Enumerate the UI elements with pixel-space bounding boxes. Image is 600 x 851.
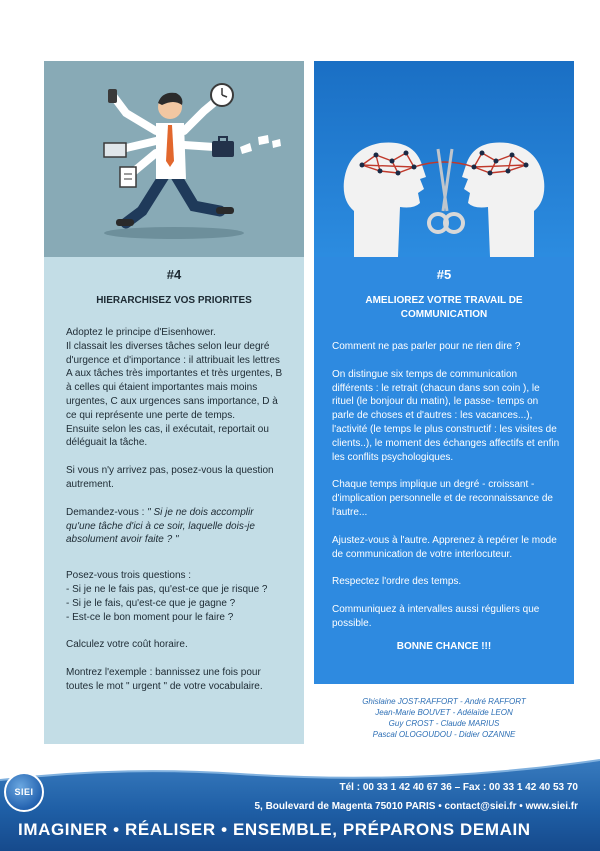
section-text xyxy=(314,340,574,631)
section-number: #5 xyxy=(436,267,452,282)
busy-businessman-icon xyxy=(44,61,304,257)
section-title: HIERARCHISEZ VOS PRIORITES xyxy=(96,295,252,306)
section-title: AMELIOREZ VOTRE TRAVAIL DE COMMUNICATION xyxy=(365,295,523,320)
paragraph: Respectez l'ordre des temps. xyxy=(332,576,462,588)
footer-phone-fax: Tél : 00 33 1 42 40 67 36 – Fax : 00 33 1 42 40 53 70 xyxy=(339,782,578,793)
communication-illustration xyxy=(314,61,574,257)
paragraph: Calculez votre coût horaire. xyxy=(66,639,188,651)
quote-text: " Si je ne dois accomplir qu'une tâche d'ici à ce soir, laquelle dois-je absolument avoir faite ? " xyxy=(66,506,255,546)
paragraph: Montrez l'exemple : bannissez une fois pour toutes le mot " urgent " de votre vocabulaire. xyxy=(66,667,263,692)
quote-paragraph xyxy=(66,506,286,547)
authors-list xyxy=(314,696,574,740)
quote-intro: Demandez-vous : xyxy=(66,506,148,518)
paragraph: Si vous n'y arrivez pas, posez-vous la question autrement. xyxy=(66,465,274,490)
paragraph: Ajustez-vous à l'autre. Apprenez à repérer le mode de communication de votre interlocuteur. xyxy=(332,534,557,560)
author-line: Ghislaine JOST-RAFFORT - André RAFFORT xyxy=(362,697,526,706)
footer-slogan: IMAGINER • RÉALISER • ENSEMBLE, PRÉPARONS DEMAIN xyxy=(18,820,531,839)
heads-scissors-icon xyxy=(314,61,574,257)
paragraph: On distingue six temps de communication différents : le retrait (chacun dans son coin ), le rituel (le bonjour du matin), le passe- temps on parle de choses et d'autres : les vacances...), l'activité (le temps le plus constructif : les visites de clients..), le moment des échanges affectifs et enfin les conflits psychologiques. xyxy=(332,368,560,463)
questions-paragraph: Posez-vous trois questions : - Si je ne le fais pas, qu'est-ce que je risque ? - Si je le fais, qu'est-ce que je gagne ? - Est-ce le bon moment pour le faire ? xyxy=(66,570,268,623)
author-line: Jean-Marie BOUVET - Adélaïde LEON xyxy=(375,708,513,717)
multitasking-illustration xyxy=(44,61,304,257)
section-text xyxy=(44,326,304,694)
paragraph: Communiquez à intervalles aussi réguliers que possible. xyxy=(332,604,540,629)
priorities-panel xyxy=(44,61,304,744)
paragraph: Comment ne pas parler pour ne rien dire ? xyxy=(332,341,521,352)
section-number: #4 xyxy=(166,267,182,282)
paragraph: Adoptez le principe d'Eisenhower. Il classait les diverses tâches selon leur degré d'urgence et d'importance : il attribuait les lettres A aux tâches très importantes et très urgentes, B à celles qui étaient importantes mais moins urgentes, C aux urgences sans importance, D à ce qui représente une perte de temps. Ensuite selon les cas, il exécutait, reportait ou déléguait la tâche. xyxy=(66,327,283,449)
footer-address: 5, Boulevard de Magenta 75010 PARIS • contact@siei.fr • www.siei.fr xyxy=(254,801,578,812)
siei-logo: SIEI xyxy=(4,772,44,812)
closing-text: BONNE CHANCE !!! xyxy=(396,640,492,652)
author-line: Guy CROST - Claude MARIUS xyxy=(388,719,500,728)
communication-panel xyxy=(314,61,574,652)
author-line: Pascal OLOGOUDOU - Didier OZANNE xyxy=(372,730,516,739)
communication-body xyxy=(314,257,574,684)
paragraph: Chaque temps implique un degré - croissant - d'implication personnelle et de reconnaissance de l'autre... xyxy=(332,479,553,518)
